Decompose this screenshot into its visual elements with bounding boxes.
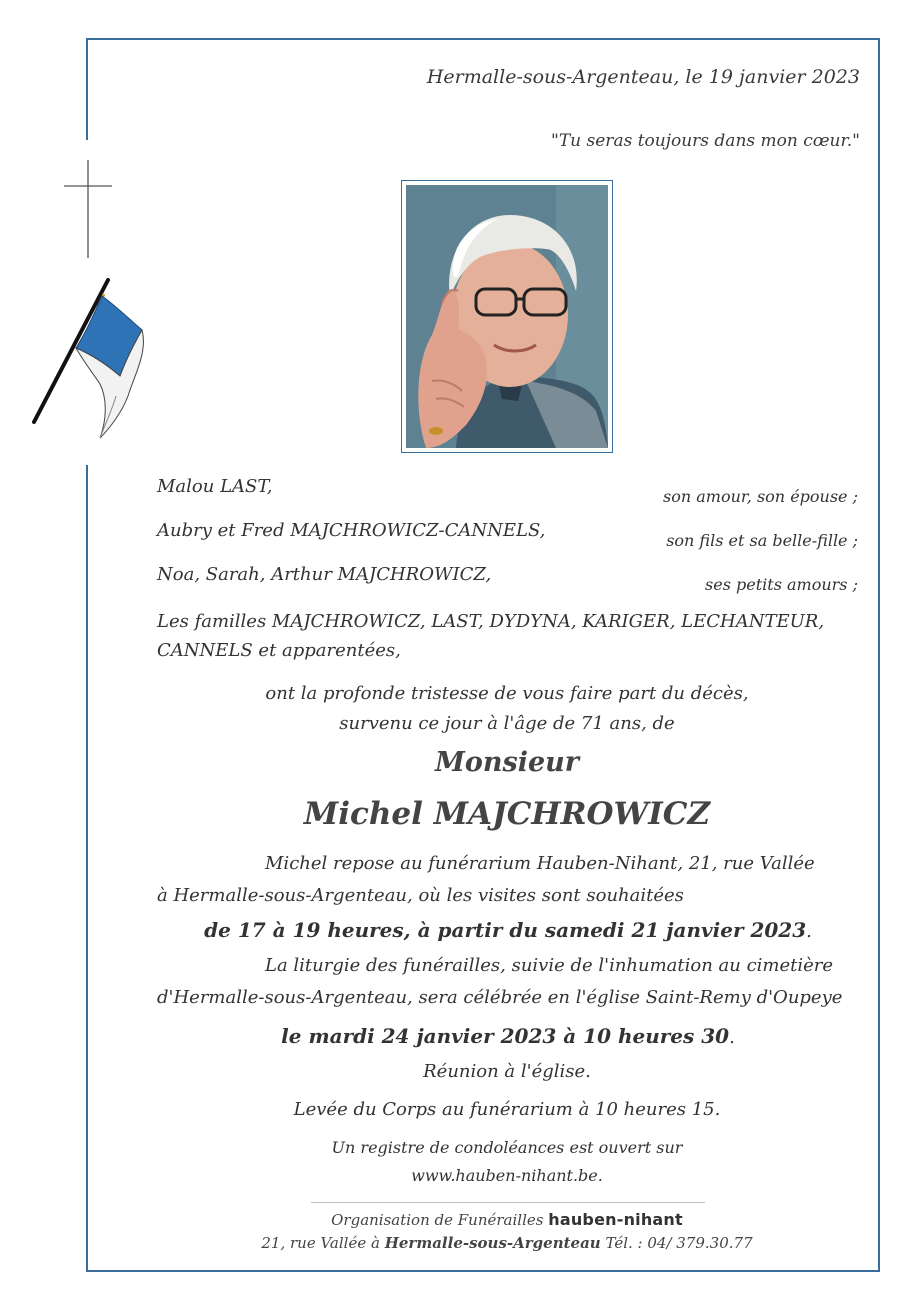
- register-line: Un registre de condoléances est ouvert sur: [331, 1138, 683, 1157]
- epitaph-quote: "Tu seras toujours dans mon cœur.": [551, 131, 860, 151]
- condolence-register: [157, 1134, 857, 1190]
- family-member-relation: son fils et sa belle-fille ;: [666, 531, 858, 550]
- organizer-phone: Tél. : 04/ 379.30.77: [605, 1234, 753, 1252]
- extended-family: [157, 607, 847, 665]
- announcement-line: ont la profonde tristesse de vous faire part du décès,: [265, 683, 749, 704]
- visits-line: Michel repose au funérarium Hauben-Nihant, 21, rue Vallée: [265, 853, 815, 874]
- organizer-address: [157, 1234, 857, 1252]
- address-prefix: 21, rue Vallée à: [261, 1234, 380, 1252]
- family-member-relation: ses petits amours ;: [705, 575, 858, 594]
- levee-note: Levée du Corps au funérarium à 10 heures 15.: [293, 1099, 721, 1120]
- meeting-note: Réunion à l'église.: [423, 1061, 591, 1082]
- funeral-organizer: [157, 1210, 857, 1229]
- cross-icon: [64, 160, 112, 258]
- visits-line: à Hermalle-sous-Argenteau, où les visites sont souhaitées: [157, 885, 684, 906]
- extended-family-line: Les familles MAJCHROWICZ, LAST, DYDYNA, KARIGER, LECHANTEUR,: [157, 611, 825, 632]
- organizer-prefix: Organisation de Funérailles: [331, 1211, 544, 1229]
- portrait-image: [406, 185, 608, 448]
- extended-family-line: CANNELS et apparentées,: [157, 640, 401, 661]
- deceased-name: Michel MAJCHROWICZ: [303, 796, 711, 832]
- address-city: Hermalle-sous-Argenteau: [384, 1234, 601, 1252]
- family-member-name: Malou LAST,: [157, 476, 273, 497]
- visits-hours-end: .: [806, 921, 812, 942]
- organizer-brand: hauben-nihant: [548, 1210, 683, 1229]
- portrait-photo: [401, 180, 613, 453]
- footer-divider: [311, 1202, 705, 1203]
- death-announcement: [157, 679, 857, 739]
- visits-info: [157, 848, 859, 948]
- family-member-name: Noa, Sarah, Arthur MAJCHROWICZ,: [157, 564, 492, 585]
- place-date: Hermalle-sous-Argenteau, le 19 janvier 2023: [426, 66, 860, 88]
- family-member-name: Aubry et Fred MAJCHROWICZ-CANNELS,: [157, 520, 546, 541]
- liturgy-line: La liturgie des funérailles, suivie de l'inhumation au cimetière: [265, 955, 834, 976]
- register-website: www.hauben-nihant.be.: [411, 1166, 603, 1185]
- flag-icon: [30, 272, 150, 444]
- liturgy-date-text: le mardi 24 janvier 2023 à 10 heures 30: [281, 1024, 730, 1048]
- liturgy-date: [157, 1020, 859, 1054]
- visits-hours: [157, 914, 859, 948]
- liturgy-date-end: .: [729, 1027, 735, 1048]
- visits-hours-text: de 17 à 19 heures, à partir du samedi 21 janvier 2023: [204, 918, 807, 942]
- liturgy-line: d'Hermalle-sous-Argenteau, sera célébrée en l'église Saint-Remy d'Oupeye: [157, 987, 843, 1008]
- announcement-line: survenu ce jour à l'âge de 71 ans, de: [339, 713, 675, 734]
- deceased-title: Monsieur: [434, 747, 580, 778]
- liturgy-info: [157, 950, 859, 1054]
- family-member-relation: son amour, son épouse ;: [663, 487, 858, 506]
